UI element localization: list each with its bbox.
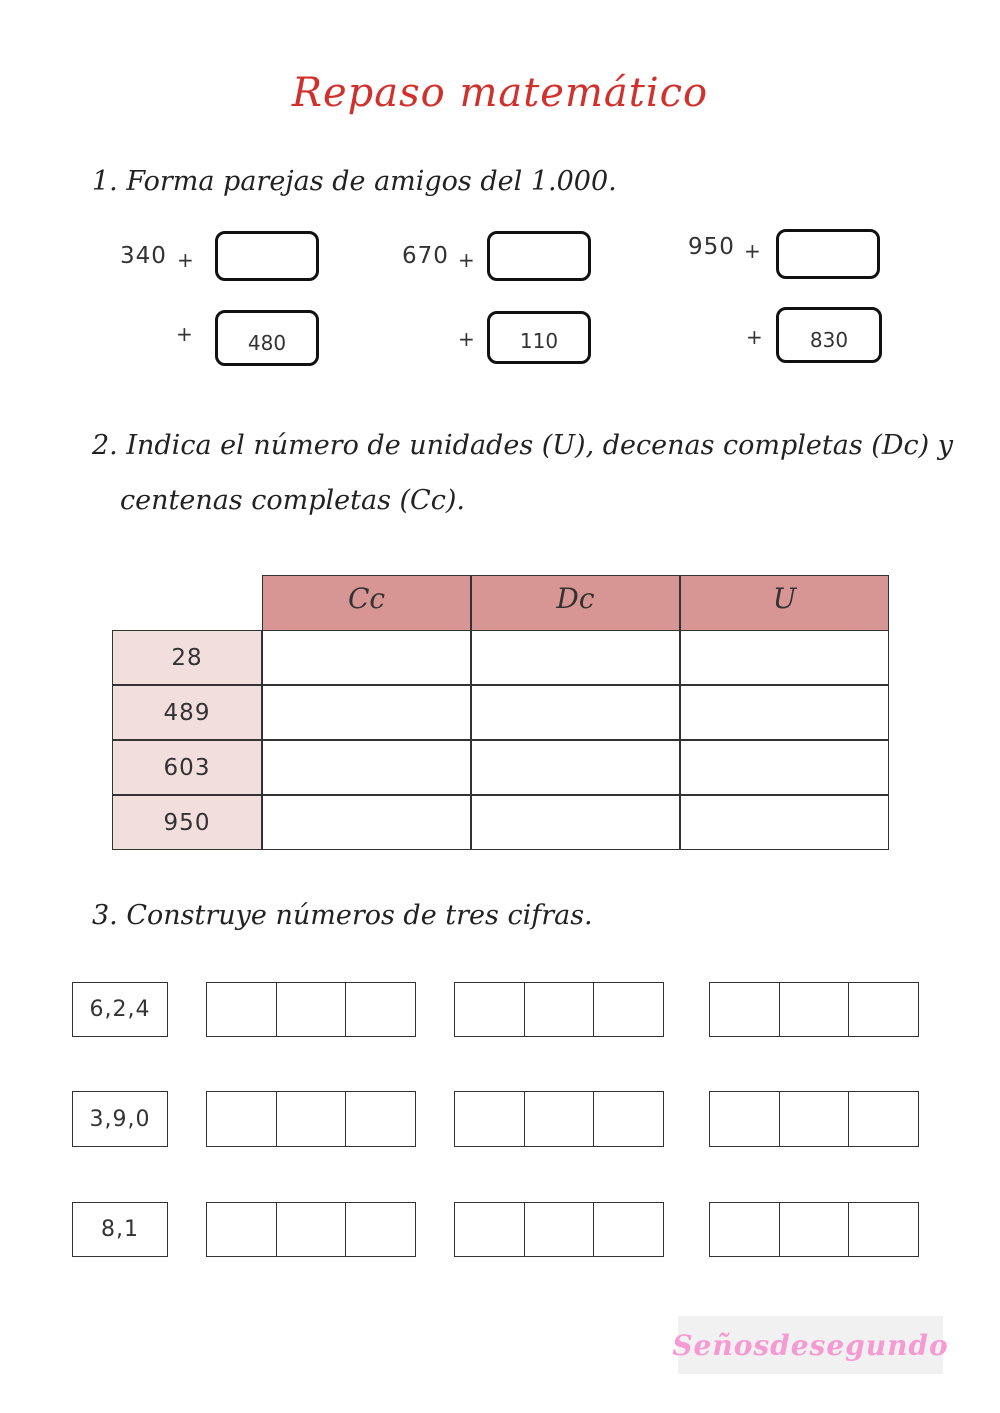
digit-cell[interactable] [455, 983, 525, 1036]
header-cc: Cc [262, 575, 471, 631]
number-answer-group [454, 1091, 664, 1147]
given-box-480: 480 [215, 310, 319, 366]
answer-cell-dc[interactable] [471, 685, 680, 740]
answer-cell-u[interactable] [680, 630, 889, 685]
place-value-table [112, 630, 889, 850]
digit-cell[interactable] [455, 1092, 525, 1146]
row-label: 603 [112, 740, 262, 795]
table-row [112, 740, 889, 795]
digit-cell[interactable] [455, 1203, 525, 1256]
given-box-830: 830 [776, 307, 882, 363]
digit-cell[interactable] [346, 1092, 415, 1146]
number-answer-group [709, 982, 919, 1037]
digit-set-box: 3,9,0 [72, 1091, 168, 1147]
brand-logo: Señosdesegundo [678, 1316, 943, 1374]
digit-cell[interactable] [277, 1203, 347, 1256]
digit-set-box: 6,2,4 [72, 982, 168, 1037]
plus-sign: + [746, 325, 763, 349]
table-header-row [262, 575, 889, 631]
answer-box-670[interactable] [487, 231, 591, 281]
answer-box-950[interactable] [776, 229, 880, 279]
header-u: U [680, 575, 889, 631]
digit-cell[interactable] [849, 1092, 918, 1146]
digit-cell[interactable] [277, 1092, 347, 1146]
page-title: Repaso matemático [291, 70, 709, 116]
number-answer-group [709, 1091, 919, 1147]
answer-cell-dc[interactable] [471, 740, 680, 795]
digit-cell[interactable] [780, 983, 850, 1036]
answer-box-340[interactable] [215, 231, 319, 281]
number-answer-group [454, 982, 664, 1037]
digit-cell[interactable] [594, 983, 663, 1036]
digit-cell[interactable] [780, 1092, 850, 1146]
digit-cell[interactable] [710, 983, 780, 1036]
plus-sign: + [458, 248, 475, 272]
addend-950: 950 [688, 234, 735, 260]
digit-cell[interactable] [594, 1203, 663, 1256]
plus-sign: + [176, 322, 193, 346]
digit-cell[interactable] [594, 1092, 663, 1146]
number-answer-group [454, 1202, 664, 1257]
digit-set-box: 8,1 [72, 1202, 168, 1257]
row-label: 28 [112, 630, 262, 685]
digit-cell[interactable] [346, 1203, 415, 1256]
digit-cell[interactable] [207, 983, 277, 1036]
digit-cell[interactable] [710, 1203, 780, 1256]
digit-cell[interactable] [207, 1092, 277, 1146]
exercise3-instruction: 3. Construye números de tres cifras. [92, 900, 593, 931]
digit-cell[interactable] [525, 1203, 595, 1256]
row-label: 489 [112, 685, 262, 740]
table-row [112, 630, 889, 685]
digit-cell[interactable] [207, 1203, 277, 1256]
addend-670: 670 [402, 243, 449, 269]
digit-cell[interactable] [780, 1203, 850, 1256]
exercise2-instruction-line1: 2. Indica el número de unidades (U), decenas completas (Dc) y [92, 430, 953, 461]
digit-cell[interactable] [710, 1092, 780, 1146]
digit-cell[interactable] [525, 1092, 595, 1146]
answer-cell-cc[interactable] [262, 685, 471, 740]
answer-cell-cc[interactable] [262, 630, 471, 685]
given-box-110: 110 [487, 311, 591, 364]
answer-cell-u[interactable] [680, 740, 889, 795]
number-answer-group [206, 1091, 416, 1147]
addend-340: 340 [120, 243, 167, 269]
digit-cell[interactable] [849, 983, 918, 1036]
digit-cell[interactable] [525, 983, 595, 1036]
digit-cell[interactable] [277, 983, 347, 1036]
plus-sign: + [744, 239, 761, 263]
exercise2-instruction-line2: centenas completas (Cc). [120, 485, 465, 516]
answer-cell-dc[interactable] [471, 630, 680, 685]
plus-sign: + [177, 248, 194, 272]
plus-sign: + [458, 327, 475, 351]
number-answer-group [206, 1202, 416, 1257]
digit-cell[interactable] [346, 983, 415, 1036]
answer-cell-cc[interactable] [262, 795, 471, 850]
exercise1-instruction: 1. Forma parejas de amigos del 1.000. [92, 166, 617, 197]
row-label: 950 [112, 795, 262, 850]
answer-cell-dc[interactable] [471, 795, 680, 850]
answer-cell-u[interactable] [680, 685, 889, 740]
header-dc: Dc [471, 575, 680, 631]
answer-cell-cc[interactable] [262, 740, 471, 795]
digit-cell[interactable] [849, 1203, 918, 1256]
number-answer-group [206, 982, 416, 1037]
number-answer-group [709, 1202, 919, 1257]
answer-cell-u[interactable] [680, 795, 889, 850]
table-row [112, 795, 889, 850]
table-row [112, 685, 889, 740]
